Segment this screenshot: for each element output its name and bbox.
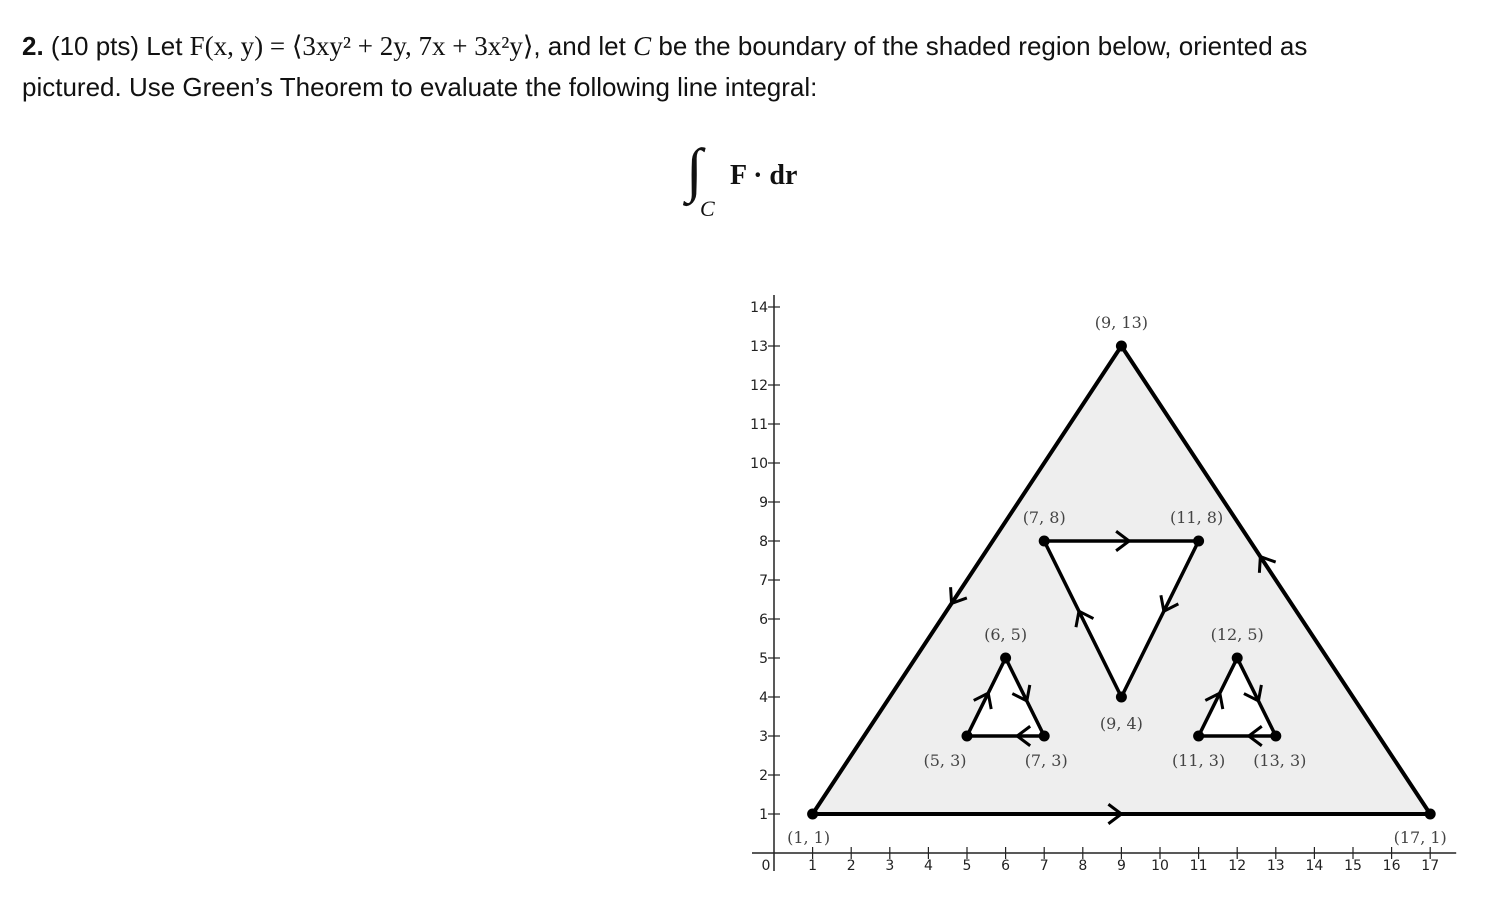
y-tick-label: 14: [750, 300, 768, 316]
problem-line2: pictured. Use Green’s Theorem to evaluate the following line integral:: [22, 72, 818, 102]
y-tick-label: 4: [759, 690, 768, 706]
problem-points: (10 pts) Let: [50, 31, 183, 61]
x-tick-label: 12: [1228, 858, 1247, 874]
point-label: (7, 3): [1024, 751, 1068, 770]
y-tick-label: 2: [759, 768, 768, 784]
y-tick-label: 1: [759, 807, 768, 823]
integrand: F · dr: [730, 160, 798, 191]
y-tick-label: 11: [750, 417, 768, 433]
vertex-dot: [1270, 731, 1281, 742]
y-tick-label: 10: [750, 456, 768, 472]
y-tick-label: 6: [759, 612, 768, 628]
y-tick-label: 5: [759, 651, 768, 667]
vertex-dot: [962, 731, 973, 742]
y-tick-label: 7: [759, 573, 768, 589]
x-tick-label: 5: [962, 858, 972, 874]
point-label: (6, 5): [984, 625, 1028, 644]
x-tick-label: 16: [1382, 858, 1401, 874]
point-label: (7, 8): [1022, 508, 1066, 527]
point-label: (5, 3): [923, 751, 967, 770]
vertex-dot: [1039, 536, 1050, 547]
x-tick-label: 0: [761, 858, 771, 874]
x-tick-label: 17: [1421, 858, 1440, 874]
problem-rest: be the boundary of the shaded region below, oriented as: [658, 31, 1308, 61]
x-tick-label: 3: [885, 858, 895, 874]
vertex-dot: [807, 809, 818, 820]
point-label: (11, 3): [1171, 751, 1226, 770]
point-label: (17, 1): [1393, 828, 1447, 847]
vertex-dot: [1193, 536, 1204, 547]
problem-mid: , and let: [533, 31, 626, 61]
x-tick-label: 14: [1305, 858, 1324, 874]
vertex-dot: [1039, 731, 1050, 742]
point-label: (9, 13): [1094, 313, 1149, 332]
vertex-dot: [1232, 653, 1243, 664]
point-label: (13, 3): [1253, 751, 1307, 770]
vertex-dot: [1116, 341, 1127, 352]
x-tick-label: 9: [1116, 858, 1126, 874]
y-tick-label: 9: [759, 495, 768, 511]
x-tick-label: 15: [1344, 858, 1362, 874]
y-tick-label: 12: [750, 378, 768, 394]
x-tick-label: 1: [808, 858, 818, 874]
problem-number: 2.: [22, 31, 44, 61]
x-tick-label: 10: [1151, 858, 1169, 874]
x-tick-label: 13: [1266, 858, 1285, 874]
curve-name: C: [633, 31, 652, 61]
vertex-dot: [1193, 731, 1204, 742]
y-tick-label: 8: [759, 534, 768, 550]
y-tick-label: 3: [759, 729, 768, 745]
vertex-dot: [1116, 692, 1127, 703]
x-tick-label: 8: [1078, 858, 1088, 874]
point-label: (11, 8): [1169, 508, 1224, 527]
x-tick-label: 11: [1189, 858, 1208, 874]
vertex-dot: [1425, 809, 1436, 820]
x-tick-label: 4: [923, 858, 933, 874]
shaded-region: [813, 346, 1431, 814]
x-tick-label: 2: [846, 858, 856, 874]
integral-sign: ∫: [686, 137, 703, 203]
integral-subscript: C: [700, 196, 715, 221]
point-label: (12, 5): [1210, 625, 1264, 644]
vector-field: F(x, y) = ⟨3xy² + 2y, 7x + 3x²y⟩: [189, 31, 534, 61]
x-tick-label: 6: [1001, 858, 1011, 874]
vertex-dot: [1000, 653, 1011, 664]
point-label: (1, 1): [787, 828, 831, 847]
point-label: (9, 4): [1099, 714, 1143, 733]
y-tick-label: 13: [750, 339, 768, 355]
x-tick-label: 7: [1039, 858, 1049, 874]
